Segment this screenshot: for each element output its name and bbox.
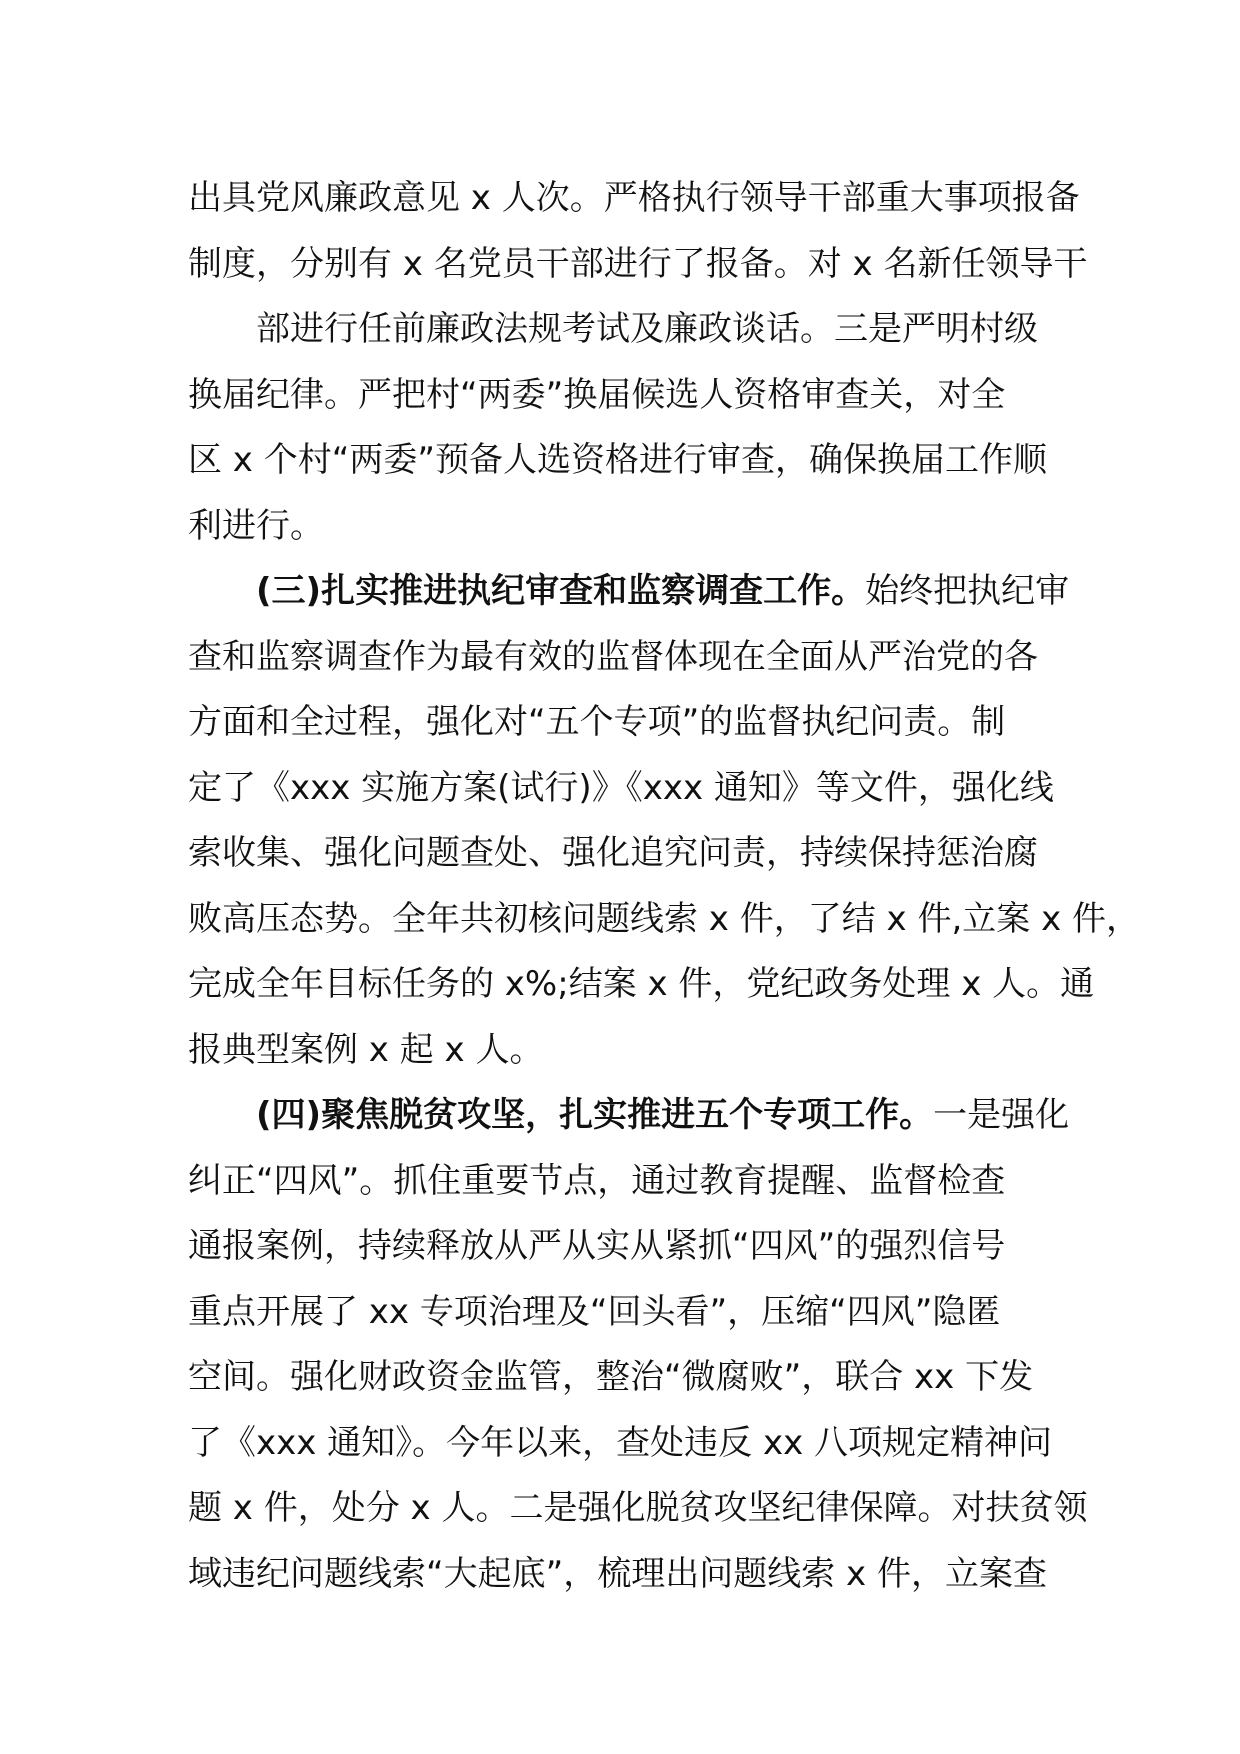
- text-line: [188, 494, 1088, 560]
- text-line: [188, 1280, 1088, 1346]
- line-text: 空间。强化财政资金监管，整治“微腐败”，联合 xx 下发: [188, 1357, 1034, 1397]
- text-line: [188, 363, 1088, 429]
- line-text: 域违纪问题线索“大起底”，梳理出问题线索 x 件，立案查: [188, 1553, 1047, 1594]
- line-text: 了《xxx 通知》。今年以来，查处违反 xx 八项规定精神问: [188, 1422, 1053, 1463]
- text-line: [188, 232, 1088, 298]
- line-text: 方面和全过程，强化对“五个专项”的监督执纪问责。制: [188, 702, 1006, 742]
- line-text: 部进行任前廉政法规考试及廉政谈话。三是严明村级: [256, 309, 1038, 349]
- line-text: 一是强化: [933, 1095, 1070, 1135]
- line-text: 定了《xxx 实施方案(试行)》《xxx 通知》等文件，强化线: [188, 767, 1054, 808]
- text-line: [188, 1149, 1088, 1215]
- line-text: 败高压态势。全年共初核问题线索 x 件，了结 x 件,立案 x 件，: [188, 898, 1141, 939]
- text-line: [188, 887, 1141, 953]
- document-body: [188, 166, 1141, 1607]
- line-text: 利进行。: [188, 505, 324, 546]
- line-text: 题 x 件，处分 x 人。二是强化脱贫攻坚纪律保障。对扶贫领: [188, 1488, 1088, 1528]
- section-heading: (三)扎实推进执纪审查和监察调查工作。: [256, 571, 866, 611]
- line-text: 换届纪律。严把村“两委”换届候选人资格审查关，对全: [188, 374, 1006, 415]
- line-text: 区 x 个村“两委”预备人选资格进行审查，确保换届工作顺: [188, 440, 1047, 480]
- text-line: [188, 166, 1088, 232]
- line-text: 纠正“四风”。抓住重要节点，通过教育提醒、监督检查: [188, 1160, 1006, 1201]
- line-text: 制度，分别有 x 名党员干部进行了报备。对 x 名新任领导干: [188, 243, 1088, 284]
- line-text: 报典型案例 x 起 x 人。: [188, 1029, 544, 1070]
- text-line: [188, 428, 1088, 494]
- text-line: [188, 625, 1088, 691]
- line-text: 重点开展了 xx 专项治理及“回头看”，压缩“四风”隐匿: [188, 1291, 1001, 1332]
- text-line: [188, 1542, 1088, 1608]
- line-text: 完成全年目标任务的 x%;结案 x 件，党纪政务处理 x 人。通: [188, 964, 1095, 1004]
- line-text: 索收集、强化问题查处、强化追究问责，持续保持惩治腐: [188, 833, 1038, 873]
- text-line: [188, 559, 1088, 625]
- text-line: [188, 1214, 1088, 1280]
- text-line: [188, 690, 1088, 756]
- line-text: 始终把执纪审: [865, 571, 1070, 611]
- text-line: [188, 1083, 1088, 1149]
- line-text: 出具党风廉政意见 x 人次。严格执行领导干部重大事项报备: [188, 178, 1080, 218]
- text-line: [188, 821, 1088, 887]
- text-line: [188, 297, 1088, 363]
- text-line: [188, 1476, 1088, 1542]
- section-heading: (四)聚焦脱贫攻坚，扎实推进五个专项工作。: [256, 1095, 934, 1135]
- line-text: 通报案例，持续释放从严从实从紧抓“四风”的强烈信号: [188, 1226, 1006, 1266]
- text-line: [188, 1411, 1088, 1477]
- text-line: [188, 952, 1095, 1018]
- text-line: [188, 1345, 1088, 1411]
- text-line: [188, 756, 1088, 822]
- text-line: [188, 1018, 1088, 1084]
- line-text: 查和监察调查作为最有效的监督体现在全面从严治党的各: [188, 636, 1038, 677]
